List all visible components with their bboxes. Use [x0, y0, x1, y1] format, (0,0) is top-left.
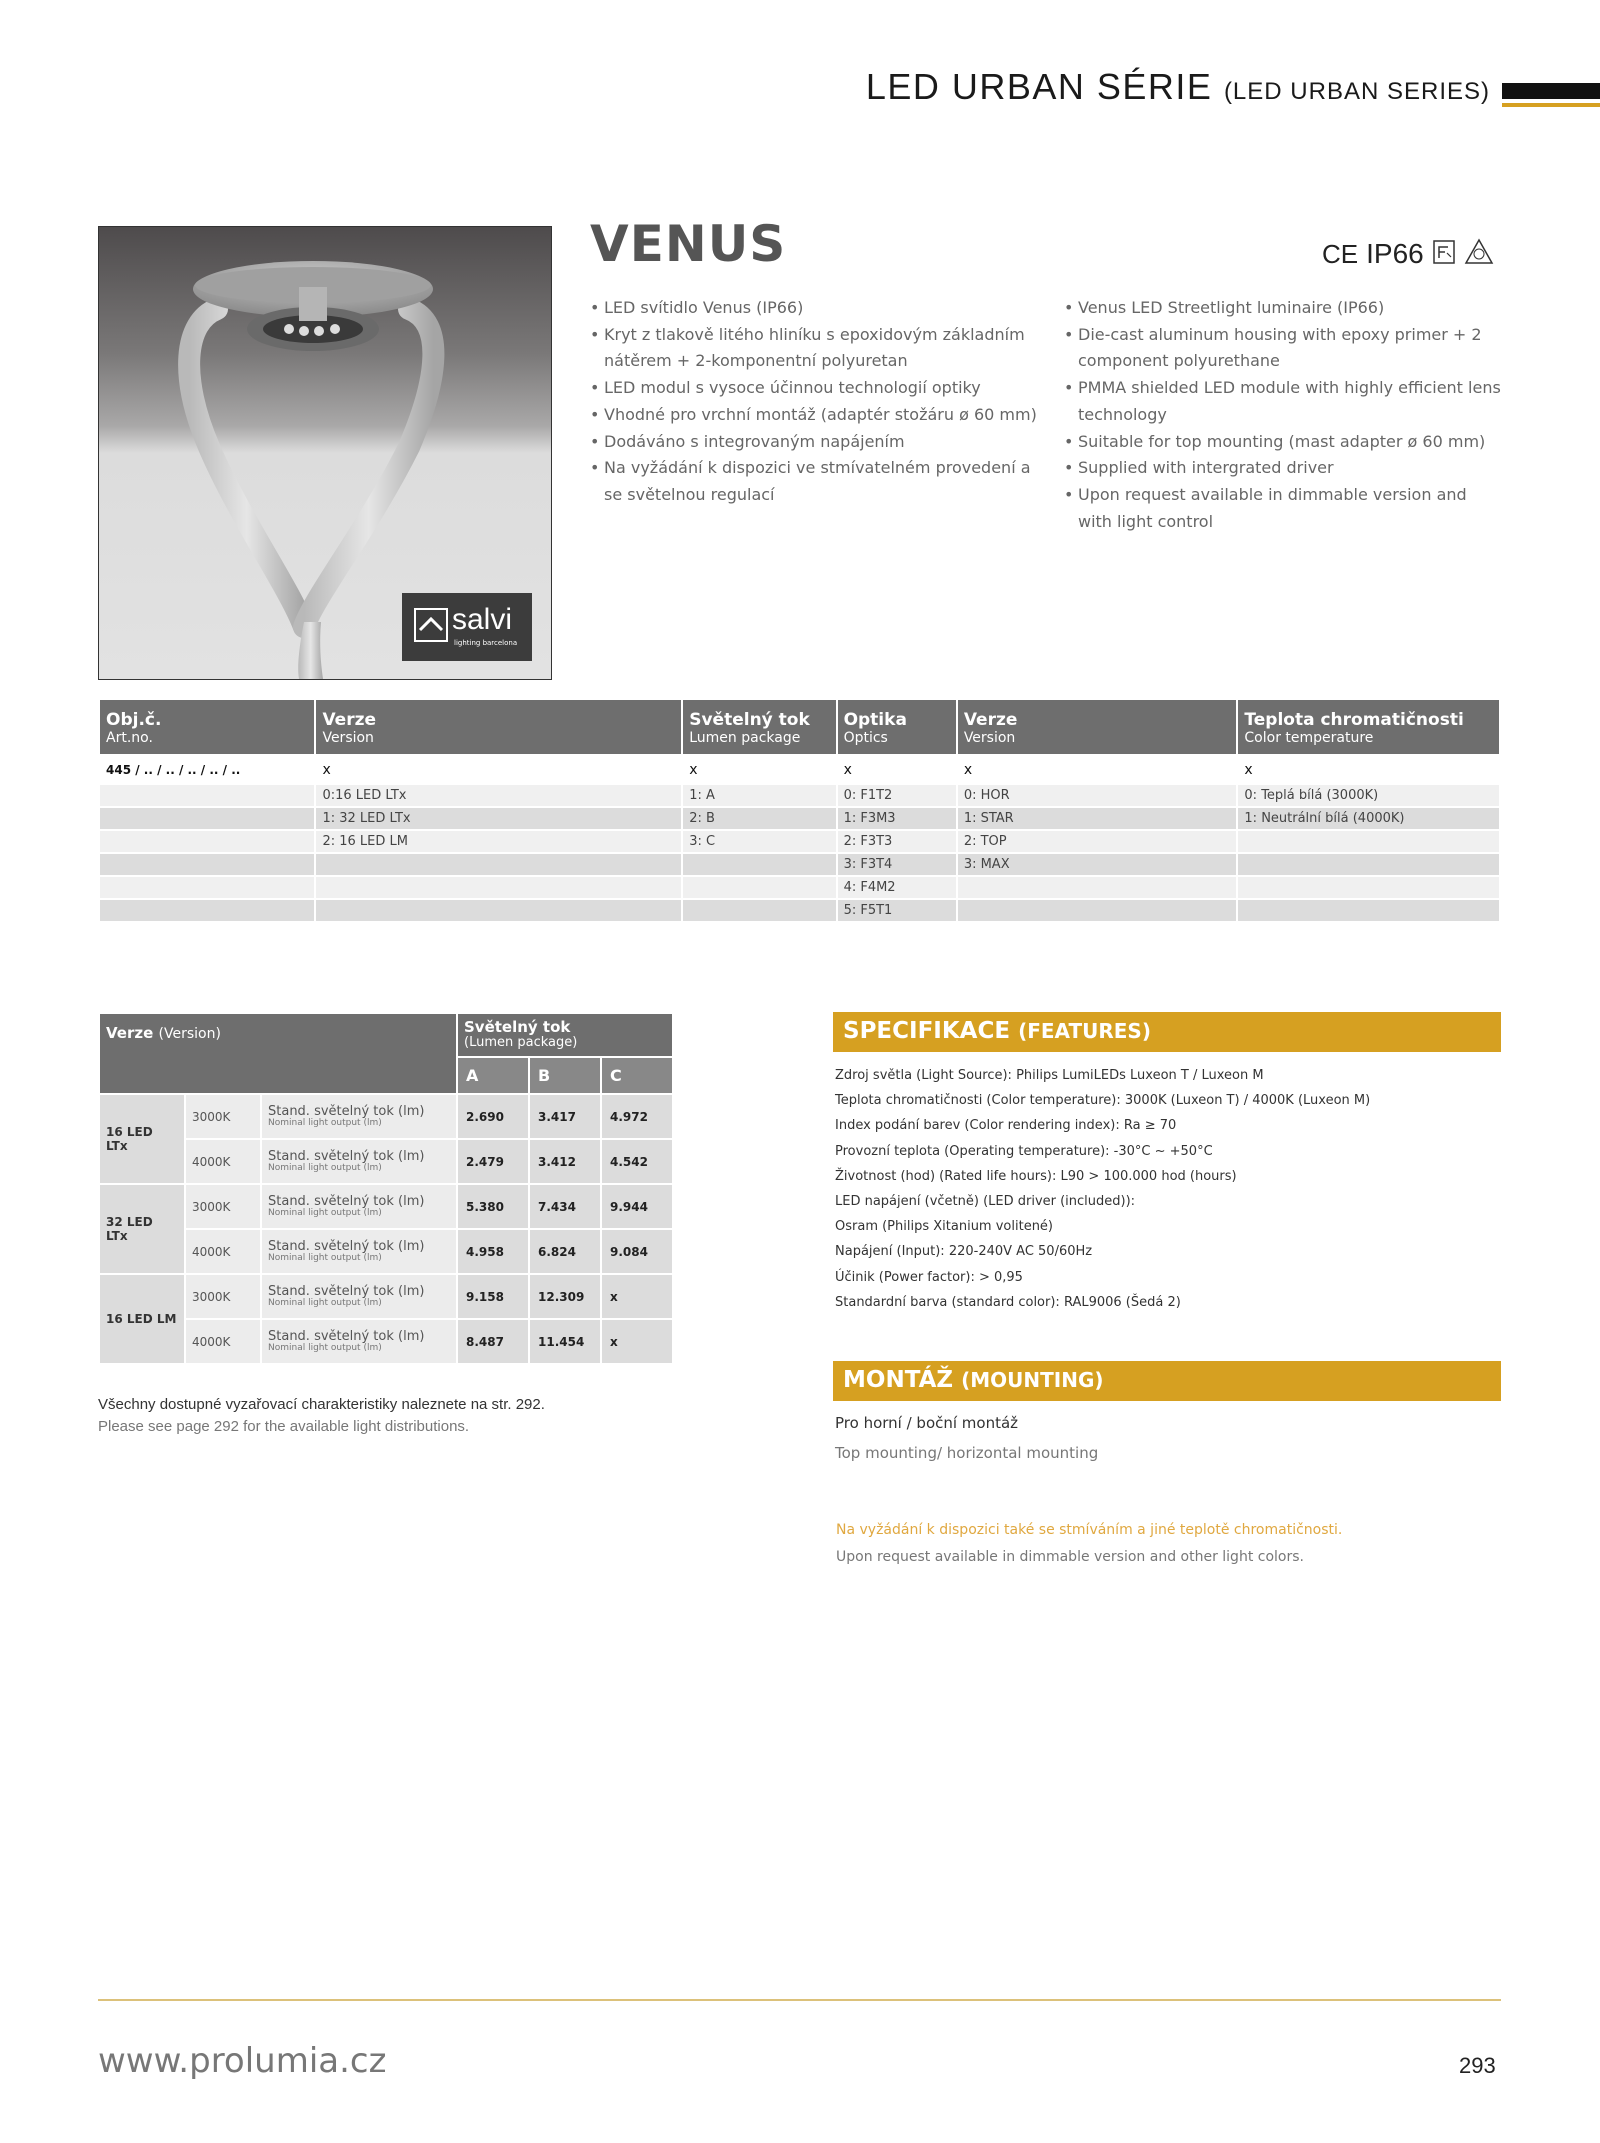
value-cell: 4.972	[602, 1095, 672, 1138]
group-label: 16 LED LTx	[100, 1095, 184, 1183]
table-cell: x	[1238, 756, 1499, 783]
footer-divider	[98, 1999, 1501, 2001]
col-header-version-2: Verze Version	[958, 700, 1237, 754]
kelvin-cell: 4000K	[186, 1140, 260, 1183]
table-cell	[316, 877, 681, 898]
lumen-header: Světelný tok (Lumen package)	[458, 1014, 672, 1056]
std-label-cell: Stand. světelný tok (lm) Nominal light output (lm)	[262, 1275, 456, 1318]
table-cell	[683, 854, 835, 875]
value-cell: 4.542	[602, 1140, 672, 1183]
std-label-cell: Stand. světelný tok (lm) Nominal light output (lm)	[262, 1230, 456, 1273]
description-en	[1064, 295, 1504, 535]
table-cell	[100, 808, 314, 829]
salvi-brand-text: salvi	[452, 603, 513, 636]
value-cell: 2.690	[458, 1095, 528, 1138]
feature-line: LED napájení (včetně) (LED driver (included)):	[835, 1194, 1136, 1210]
code-table-header	[100, 700, 1499, 754]
request-note-en: Upon request available in dimmable version and other light colors.	[836, 1549, 1304, 1565]
feature-line: Napájení (Input): 220-240V AC 50/60Hz	[835, 1244, 1093, 1260]
kelvin-cell: 3000K	[186, 1185, 260, 1228]
table-cell: x	[958, 756, 1237, 783]
features-title: SPECIFIKACE (FEATURES)	[843, 1018, 1151, 1044]
table-cell: 3: MAX	[958, 854, 1237, 875]
mounting-section-bar	[833, 1361, 1501, 1401]
lumen-package-table	[98, 1012, 674, 1365]
table-cell: 4: F4M2	[838, 877, 956, 898]
version-header: Verze (Version)	[100, 1014, 456, 1093]
request-note-cz: Na vyžádání k dispozici také se stmíváním a jiné teplotě chromatičnosti.	[836, 1522, 1343, 1538]
table-cell	[683, 900, 835, 921]
std-label-cell: Stand. světelný tok (lm) Nominal light output (lm)	[262, 1095, 456, 1138]
kelvin-cell: 3000K	[186, 1275, 260, 1318]
col-header-color-temp: Teplota chromatičnosti Color temperature	[1238, 700, 1499, 754]
table-cell: 2: F3T3	[838, 831, 956, 852]
desc-en-item: • PMMA shielded LED module with highly efficient lens technology	[1064, 375, 1504, 428]
feature-line: Zdroj světla (Light Source): Philips LumiLEDs Luxeon T / Luxeon M	[835, 1068, 1264, 1083]
col-header-lumen: Světelný tok Lumen package	[683, 700, 835, 754]
table-cell: 2: 16 LED LM	[316, 831, 681, 852]
table-row	[100, 831, 1499, 852]
desc-cz-item: • Kryt z tlakově litého hliníku s epoxidovým základním nátěrem + 2-komponentní polyuretan	[590, 322, 1040, 375]
col-b-header: B	[530, 1058, 600, 1093]
table-cell: 0: HOR	[958, 785, 1237, 806]
value-cell: 5.380	[458, 1185, 528, 1228]
table-cell	[100, 877, 314, 898]
table-cell	[100, 785, 314, 806]
footer-website-link[interactable]: www.prolumia.cz	[98, 2041, 387, 2081]
table-row	[100, 877, 1499, 898]
ip-rating: IP66	[1366, 238, 1424, 269]
table-cell: x	[838, 756, 956, 783]
table-cell	[100, 900, 314, 921]
group-label: 32 LED LTx	[100, 1185, 184, 1273]
series-title-cz: LED URBAN SÉRIE	[865, 66, 1213, 107]
table-cell	[1238, 877, 1499, 898]
value-cell: 9.158	[458, 1275, 528, 1318]
col-header-artno: Obj.č. Art.no.	[100, 700, 314, 754]
desc-en-item: • Die-cast aluminum housing with epoxy primer + 2 component polyurethane	[1064, 322, 1504, 375]
class-rating-triangle-icon	[1464, 238, 1494, 270]
features-list	[835, 1063, 1495, 1315]
desc-cz-item: • Vhodné pro vrchní montáž (adaptér stožáru ø 60 mm)	[590, 402, 1040, 429]
table-row	[100, 785, 1499, 806]
product-name: VENUS	[590, 215, 787, 273]
table-cell	[958, 900, 1237, 921]
code-pattern-row	[100, 756, 1499, 783]
value-cell: 12.309	[530, 1275, 600, 1318]
std-label-cell: Stand. světelný tok (lm) Nominal light output (lm)	[262, 1140, 456, 1183]
desc-en-item: • Upon request available in dimmable version and with light control	[1064, 482, 1504, 535]
distribution-note-en: Please see page 292 for the available light distributions.	[98, 1418, 470, 1435]
table-cell: 0: Teplá bílá (3000K)	[1238, 785, 1499, 806]
table-cell: 0: F1T2	[838, 785, 956, 806]
mounting-text-en: Top mounting/ horizontal mounting	[835, 1444, 1099, 1462]
feature-line: Účinik (Power factor): > 0,95	[835, 1269, 1023, 1285]
table-cell: 1: STAR	[958, 808, 1237, 829]
mounting-title: MONTÁŽ (MOUNTING)	[843, 1367, 1104, 1393]
table-cell	[958, 877, 1237, 898]
value-cell: 7.434	[530, 1185, 600, 1228]
table-cell: 2: TOP	[958, 831, 1237, 852]
col-a-header: A	[458, 1058, 528, 1093]
product-photo	[98, 226, 552, 680]
feature-line: Index podání barev (Color rendering index): Ra ≥ 70	[835, 1118, 1177, 1134]
feature-line: Osram (Philips Xitanium volitené)	[835, 1219, 1053, 1235]
order-code-table	[98, 698, 1501, 923]
desc-cz-item: • LED svítidlo Venus (IP66)	[590, 295, 1040, 322]
table-cell: 1: F3M3	[838, 808, 956, 829]
feature-line: Provozní teplota (Operating temperature): -30°C ~ +50°C	[835, 1143, 1213, 1159]
value-cell: x	[602, 1320, 672, 1363]
desc-en-item: • Supplied with intergrated driver	[1064, 455, 1504, 482]
value-cell: x	[602, 1275, 672, 1318]
lumen-header-row	[100, 1014, 672, 1056]
value-cell: 3.412	[530, 1140, 600, 1183]
features-section-bar	[833, 1012, 1501, 1052]
table-cell: 1: 32 LED LTx	[316, 808, 681, 829]
table-cell: 2: B	[683, 808, 835, 829]
desc-cz-item: • Dodáváno s integrovaným napájením	[590, 429, 1040, 456]
table-cell: 445 / .. / .. / .. / .. / ..	[100, 756, 314, 783]
distribution-note-cz: Všechny dostupné vyzařovací charakteristiky naleznete na str. 292.	[98, 1396, 545, 1413]
description-cz	[590, 295, 1040, 509]
header-gold-bar	[1502, 103, 1600, 107]
col-header-version: Verze Version	[316, 700, 681, 754]
table-row	[100, 900, 1499, 921]
certification-icons	[1322, 238, 1494, 270]
table-row	[100, 1275, 672, 1318]
value-cell: 6.824	[530, 1230, 600, 1273]
table-cell: 3: F3T4	[838, 854, 956, 875]
table-cell: x	[683, 756, 835, 783]
table-cell	[1238, 900, 1499, 921]
table-cell: x	[316, 756, 681, 783]
value-cell: 4.958	[458, 1230, 528, 1273]
value-cell: 3.417	[530, 1095, 600, 1138]
table-cell: 5: F5T1	[838, 900, 956, 921]
mounting-text-cz: Pro horní / boční montáž	[835, 1414, 1019, 1432]
table-row	[100, 1320, 672, 1363]
table-row	[100, 1140, 672, 1183]
desc-en-item: • Suitable for top mounting (mast adapter ø 60 mm)	[1064, 429, 1504, 456]
page-number: 293	[1459, 2053, 1496, 2078]
value-cell: 9.084	[602, 1230, 672, 1273]
series-title-en: (LED URBAN SERIES)	[1223, 78, 1490, 105]
col-header-optics: Optika Optics	[838, 700, 956, 754]
table-cell: 0:16 LED LTx	[316, 785, 681, 806]
table-cell	[316, 900, 681, 921]
kelvin-cell: 4000K	[186, 1230, 260, 1273]
table-cell: 3: C	[683, 831, 835, 852]
value-cell: 9.944	[602, 1185, 672, 1228]
table-cell	[683, 877, 835, 898]
salvi-logo-icon	[414, 608, 448, 642]
table-cell: 1: Neutrální bílá (4000K)	[1238, 808, 1499, 829]
table-row	[100, 1230, 672, 1273]
table-cell	[100, 831, 314, 852]
kelvin-cell: 3000K	[186, 1095, 260, 1138]
table-cell	[1238, 831, 1499, 852]
value-cell: 8.487	[458, 1320, 528, 1363]
salvi-tagline: lighting barcelona	[454, 639, 518, 647]
feature-line: Životnost (hod) (Rated life hours): L90 > 100.000 hod (hours)	[835, 1168, 1237, 1184]
table-cell: 1: A	[683, 785, 835, 806]
series-title	[866, 66, 1490, 108]
table-cell	[316, 854, 681, 875]
header-black-bar	[1502, 83, 1600, 99]
feature-line: Standardní barva (standard color): RAL9006 (Šedá 2)	[835, 1294, 1181, 1310]
desc-cz-item: • LED modul s vysoce účinnou technologií optiky	[590, 375, 1040, 402]
std-label-cell: Stand. světelný tok (lm) Nominal light output (lm)	[262, 1320, 456, 1363]
desc-cz-item: • Na vyžádání k dispozici ve stmívatelném provedení a se světelnou regulací	[590, 455, 1040, 508]
table-cell	[1238, 854, 1499, 875]
table-row	[100, 1095, 672, 1138]
table-row	[100, 1185, 672, 1228]
f-mark-icon	[1432, 239, 1456, 269]
table-row	[100, 808, 1499, 829]
salvi-logo-badge	[402, 593, 532, 661]
table-row	[100, 854, 1499, 875]
group-label: 16 LED LM	[100, 1275, 184, 1363]
feature-line: Teplota chromatičnosti (Color temperature): 3000K (Luxeon T) / 4000K (Luxeon M)	[835, 1093, 1371, 1109]
ce-mark-icon: CE	[1322, 238, 1359, 269]
value-cell: 11.454	[530, 1320, 600, 1363]
table-cell	[100, 854, 314, 875]
desc-en-item: • Venus LED Streetlight luminaire (IP66)	[1064, 295, 1504, 322]
std-label-cell: Stand. světelný tok (lm) Nominal light output (lm)	[262, 1185, 456, 1228]
col-c-header: C	[602, 1058, 672, 1093]
value-cell: 2.479	[458, 1140, 528, 1183]
kelvin-cell: 4000K	[186, 1320, 260, 1363]
